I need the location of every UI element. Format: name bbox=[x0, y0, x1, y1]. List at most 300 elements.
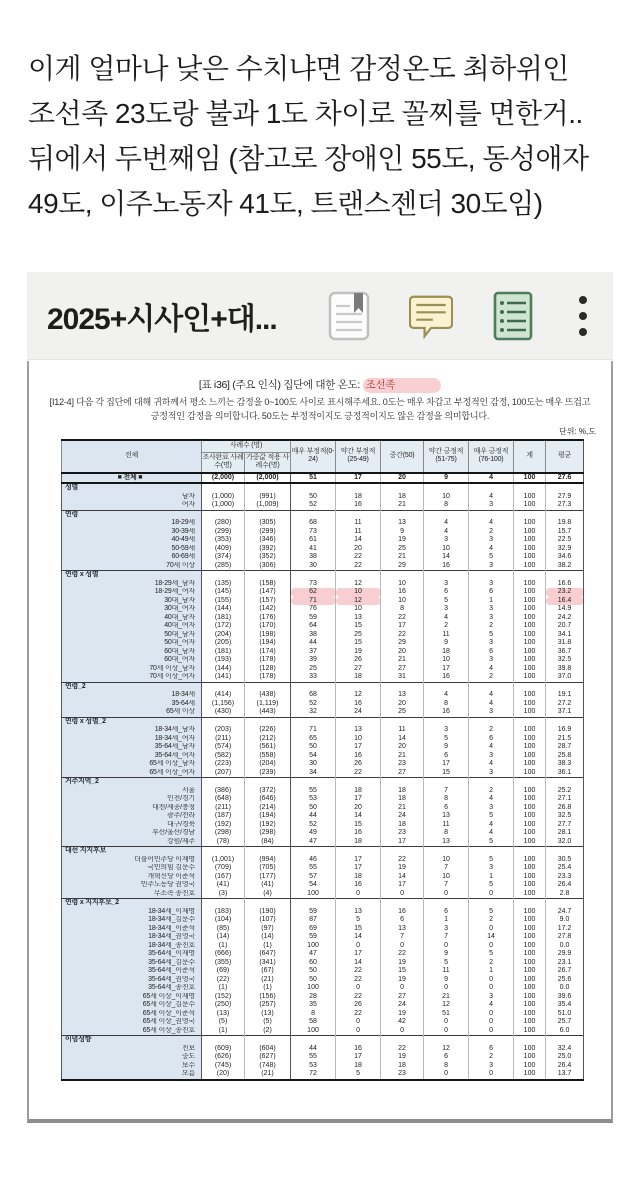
cell: 26.7 bbox=[546, 967, 584, 976]
cell: 6 bbox=[424, 1053, 469, 1062]
header-total: 계 bbox=[514, 440, 546, 473]
section-row bbox=[62, 847, 584, 856]
cell: 13 bbox=[336, 908, 381, 917]
cell: 19 bbox=[381, 959, 424, 968]
cell: 26 bbox=[336, 760, 381, 769]
cell: 25.6 bbox=[546, 976, 584, 985]
cell: 27.2 bbox=[546, 700, 584, 709]
cell bbox=[514, 778, 546, 787]
cell: 12 bbox=[336, 691, 381, 700]
document-page[interactable] bbox=[27, 361, 613, 1123]
row-label: 연령_2 bbox=[62, 682, 202, 691]
cell: 100 bbox=[514, 580, 546, 589]
cell: 14 bbox=[381, 873, 424, 882]
cell: (69) bbox=[202, 967, 245, 976]
cell bbox=[291, 571, 336, 580]
cell: 19 bbox=[381, 864, 424, 873]
cell: 100 bbox=[514, 993, 546, 1002]
cell: 27.7 bbox=[546, 821, 584, 830]
cell bbox=[424, 778, 469, 787]
cell: 3 bbox=[469, 536, 514, 545]
cell: 42 bbox=[381, 1018, 424, 1027]
cell bbox=[469, 717, 514, 726]
table-row bbox=[62, 519, 584, 528]
row-label: 60-69세 bbox=[62, 553, 202, 562]
row-label: 30대_남자 bbox=[62, 597, 202, 606]
table-row bbox=[62, 933, 584, 942]
cell: 14.9 bbox=[546, 605, 584, 614]
cell: 2 bbox=[469, 916, 514, 925]
cell bbox=[336, 847, 381, 856]
cell: 22 bbox=[381, 1045, 424, 1054]
cell: 27.8 bbox=[546, 933, 584, 942]
cell: 100 bbox=[291, 890, 336, 899]
row-label: 대전/세종/충청 bbox=[62, 804, 202, 813]
cell: (204) bbox=[202, 631, 245, 640]
cell: 87 bbox=[291, 916, 336, 925]
cell bbox=[245, 510, 291, 519]
cell: (604) bbox=[245, 1045, 291, 1054]
cell: 0 bbox=[424, 1027, 469, 1036]
section-row bbox=[62, 510, 584, 519]
table-row bbox=[62, 950, 584, 959]
row-label: 50대_남자 bbox=[62, 631, 202, 640]
cell: (214) bbox=[245, 804, 291, 813]
table-title bbox=[29, 377, 611, 392]
cell: (306) bbox=[245, 562, 291, 571]
cell: 19.1 bbox=[546, 691, 584, 700]
cell: 8 bbox=[381, 605, 424, 614]
cell: 25.2 bbox=[546, 787, 584, 796]
cell bbox=[336, 483, 381, 493]
document-title: 2025+시사인+대... bbox=[47, 302, 277, 336]
cell bbox=[514, 571, 546, 580]
row-label: 연령 bbox=[62, 510, 202, 519]
cell: (203) bbox=[202, 726, 245, 735]
table-title-prefix: [표 i36] (주요 인식) 집단에 대한 온도: bbox=[198, 379, 363, 391]
cell: 100 bbox=[514, 829, 546, 838]
cell: 30.5 bbox=[546, 856, 584, 865]
cell: 0 bbox=[381, 984, 424, 993]
cell: (22) bbox=[202, 976, 245, 985]
cell: (135) bbox=[202, 580, 245, 589]
cell: 52 bbox=[291, 501, 336, 510]
cell: 27.1 bbox=[546, 795, 584, 804]
cell: 100 bbox=[514, 760, 546, 769]
cell: 20 bbox=[336, 804, 381, 813]
table-row bbox=[62, 735, 584, 744]
cell: 57 bbox=[291, 873, 336, 882]
row-label: 연령 x 지지후보_2 bbox=[62, 899, 202, 908]
cell: 69 bbox=[291, 925, 336, 934]
cell bbox=[424, 483, 469, 493]
cell bbox=[424, 899, 469, 908]
cell: 0 bbox=[424, 1070, 469, 1080]
cell: 10 bbox=[381, 597, 424, 606]
cell: 34 bbox=[291, 769, 336, 778]
cell: 27.3 bbox=[546, 501, 584, 510]
cell: (2,000) bbox=[202, 473, 245, 484]
cell: 50 bbox=[291, 967, 336, 976]
cell: 100 bbox=[514, 597, 546, 606]
cell: 21.5 bbox=[546, 735, 584, 744]
cell: 4 bbox=[469, 1001, 514, 1010]
cell: (430) bbox=[202, 708, 245, 717]
cell: 32.0 bbox=[546, 838, 584, 847]
row-label: 18-34세_이재명 bbox=[62, 908, 202, 917]
cell: 18 bbox=[336, 493, 381, 502]
cell bbox=[514, 717, 546, 726]
cell bbox=[291, 682, 336, 691]
cell: 62 bbox=[291, 588, 336, 597]
cell: 100 bbox=[514, 553, 546, 562]
cell: (41) bbox=[245, 881, 291, 890]
row-label: 65세 이상_이재명 bbox=[62, 993, 202, 1002]
cell: 10 bbox=[424, 873, 469, 882]
cell: 100 bbox=[514, 656, 546, 665]
cell: (198) bbox=[245, 631, 291, 640]
header-completed-cases: 조사완료 사례수(명) bbox=[202, 452, 245, 473]
cell: (223) bbox=[202, 760, 245, 769]
row-label: 민주노동당 권영국 bbox=[62, 881, 202, 890]
cell: 100 bbox=[514, 605, 546, 614]
cell: 27 bbox=[381, 769, 424, 778]
table-row bbox=[62, 1027, 584, 1036]
cell: (181) bbox=[202, 648, 245, 657]
cell: 32 bbox=[291, 708, 336, 717]
cell: 0 bbox=[469, 984, 514, 993]
row-label: 18-34세_이준석 bbox=[62, 925, 202, 934]
cell: 100 bbox=[514, 588, 546, 597]
cell: 20 bbox=[336, 545, 381, 554]
cell: 55 bbox=[291, 1053, 336, 1062]
cell: 2 bbox=[469, 673, 514, 682]
cell bbox=[245, 483, 291, 493]
cell: 27.9 bbox=[546, 493, 584, 502]
cell: (609) bbox=[202, 1045, 245, 1054]
cell: 16 bbox=[336, 752, 381, 761]
cell: (226) bbox=[245, 726, 291, 735]
cell: 44 bbox=[291, 1045, 336, 1054]
cell: 51.0 bbox=[546, 1010, 584, 1019]
cell: (152) bbox=[202, 993, 245, 1002]
survey-question: [I12-4] 다음 각 집단에 대해 귀하께서 평소 느끼는 감정을 0~100도 사이로 표시해주세요. 0도는 매우 차갑고 부정적인 감정, 100도는 매우 뜨겁고 긍정적인 감정을 의미합니다. 50도는 부정적이지도 긍정적이지도 않은 감정을 의미합니다. bbox=[49, 397, 591, 421]
cell: 24 bbox=[381, 812, 424, 821]
cell: 100 bbox=[514, 864, 546, 873]
row-label: 70세 이상_여자 bbox=[62, 673, 202, 682]
cell: 20.7 bbox=[546, 622, 584, 631]
cell: 1 bbox=[469, 967, 514, 976]
cell: (145) bbox=[202, 588, 245, 597]
cell: 100 bbox=[514, 812, 546, 821]
cell: (341) bbox=[245, 959, 291, 968]
cell: 22 bbox=[381, 856, 424, 865]
row-label: 65세 이상_여자 bbox=[62, 769, 202, 778]
cell: 25.8 bbox=[546, 752, 584, 761]
cell: 11 bbox=[336, 519, 381, 528]
cell: (257) bbox=[245, 1001, 291, 1010]
row-label: 거주지역_2 bbox=[62, 778, 202, 787]
cell: 100 bbox=[514, 648, 546, 657]
cell: (142) bbox=[245, 605, 291, 614]
cell: (85) bbox=[202, 925, 245, 934]
cell: 22 bbox=[336, 553, 381, 562]
cell bbox=[469, 483, 514, 493]
cell: 36.7 bbox=[546, 648, 584, 657]
cell: 0 bbox=[424, 984, 469, 993]
cell: (177) bbox=[245, 873, 291, 882]
cell: (21) bbox=[245, 1070, 291, 1080]
table-row bbox=[62, 942, 584, 951]
cell: 20 bbox=[381, 743, 424, 752]
cell bbox=[245, 847, 291, 856]
cell: 16.4 bbox=[546, 597, 584, 606]
row-label: 65세 이상 bbox=[62, 708, 202, 717]
cell bbox=[546, 847, 584, 856]
cell: 100 bbox=[514, 890, 546, 899]
cell: 73 bbox=[291, 580, 336, 589]
cell: (1,009) bbox=[245, 501, 291, 510]
cell bbox=[424, 571, 469, 580]
row-label: 더불어민주당 이재명 bbox=[62, 856, 202, 865]
cell: 17.2 bbox=[546, 925, 584, 934]
cell: 6 bbox=[469, 735, 514, 744]
cell: (144) bbox=[202, 665, 245, 674]
row-label: 35-64세_이준석 bbox=[62, 967, 202, 976]
cell bbox=[469, 778, 514, 787]
bookmark-document-icon[interactable] bbox=[327, 291, 371, 341]
cell bbox=[336, 510, 381, 519]
cell bbox=[202, 847, 245, 856]
cell: 16 bbox=[424, 673, 469, 682]
cell: 5 bbox=[469, 838, 514, 847]
row-label: 이념성향 bbox=[62, 1036, 202, 1045]
row-label: 30-39세 bbox=[62, 528, 202, 537]
cell bbox=[381, 510, 424, 519]
row-label: 60대_남자 bbox=[62, 648, 202, 657]
cell: (372) bbox=[245, 787, 291, 796]
cell bbox=[514, 682, 546, 691]
cell: 100 bbox=[514, 838, 546, 847]
cell bbox=[381, 717, 424, 726]
cell: 4 bbox=[469, 829, 514, 838]
cell: 22 bbox=[381, 631, 424, 640]
cell bbox=[202, 1036, 245, 1045]
cell: 21 bbox=[381, 656, 424, 665]
cell: 100 bbox=[514, 804, 546, 813]
cell: 100 bbox=[514, 1027, 546, 1036]
cell: 100 bbox=[514, 942, 546, 951]
cell: (352) bbox=[245, 553, 291, 562]
cell: 5 bbox=[336, 916, 381, 925]
cell: 25 bbox=[336, 631, 381, 640]
cell: (298) bbox=[245, 829, 291, 838]
cell: 19 bbox=[381, 1010, 424, 1019]
cell: 7 bbox=[381, 933, 424, 942]
cell: 50 bbox=[291, 976, 336, 985]
cell bbox=[469, 682, 514, 691]
list-view-icon[interactable] bbox=[491, 291, 535, 341]
cell: 27 bbox=[381, 993, 424, 1002]
cell: 19 bbox=[336, 648, 381, 657]
cell bbox=[291, 778, 336, 787]
cell: 23 bbox=[381, 1070, 424, 1080]
cell: 13 bbox=[381, 519, 424, 528]
table-row bbox=[62, 804, 584, 813]
cell: (192) bbox=[245, 821, 291, 830]
cell: 100 bbox=[291, 984, 336, 993]
cell: 17 bbox=[424, 665, 469, 674]
row-label: 모름 bbox=[62, 1070, 202, 1080]
cell: 18 bbox=[336, 673, 381, 682]
cell: 34.1 bbox=[546, 631, 584, 640]
kebab-menu-icon[interactable] bbox=[573, 296, 593, 336]
cell: 0 bbox=[469, 1027, 514, 1036]
table-header bbox=[62, 440, 584, 473]
cell: 14 bbox=[336, 933, 381, 942]
cell: 3 bbox=[424, 605, 469, 614]
row-label: 35-64세_송진호 bbox=[62, 984, 202, 993]
cell: 4 bbox=[469, 665, 514, 674]
cell: 25.0 bbox=[546, 1053, 584, 1062]
cell: 38 bbox=[291, 631, 336, 640]
cell bbox=[245, 682, 291, 691]
cell: 21 bbox=[381, 752, 424, 761]
table-row bbox=[62, 700, 584, 709]
table-row bbox=[62, 812, 584, 821]
cell: 72 bbox=[291, 1070, 336, 1080]
row-label: 30대_여자 bbox=[62, 605, 202, 614]
cell bbox=[202, 510, 245, 519]
cell bbox=[291, 483, 336, 493]
cell: 0 bbox=[336, 890, 381, 899]
cell: (1) bbox=[245, 984, 291, 993]
cell: 0 bbox=[336, 942, 381, 951]
cell: 3 bbox=[469, 864, 514, 873]
cell: 100 bbox=[514, 925, 546, 934]
cell: 100 bbox=[514, 916, 546, 925]
cell: 7 bbox=[424, 787, 469, 796]
cell: 0 bbox=[469, 1070, 514, 1080]
cell: 49 bbox=[291, 829, 336, 838]
cell: 6 bbox=[424, 804, 469, 813]
cell: 17 bbox=[336, 856, 381, 865]
cell: 3 bbox=[469, 708, 514, 717]
cell: (299) bbox=[245, 528, 291, 537]
table-row bbox=[62, 1001, 584, 1010]
row-label: 70세 이상 bbox=[62, 562, 202, 571]
table-row bbox=[62, 1062, 584, 1071]
table-row bbox=[62, 1010, 584, 1019]
section-row bbox=[62, 483, 584, 493]
cell: 25.7 bbox=[546, 1018, 584, 1027]
table-row bbox=[62, 708, 584, 717]
cell bbox=[469, 510, 514, 519]
table-row bbox=[62, 908, 584, 917]
cell bbox=[469, 899, 514, 908]
cell: 10 bbox=[424, 856, 469, 865]
cell: 21 bbox=[381, 804, 424, 813]
table-row bbox=[62, 967, 584, 976]
cell: 64 bbox=[291, 622, 336, 631]
cell: 14 bbox=[336, 959, 381, 968]
cell: 3 bbox=[424, 726, 469, 735]
cell: 14 bbox=[336, 812, 381, 821]
cell: (443) bbox=[245, 708, 291, 717]
cell: (1,000) bbox=[202, 501, 245, 510]
cell: 20 bbox=[381, 473, 424, 484]
cell: (193) bbox=[202, 656, 245, 665]
cell: 76 bbox=[291, 605, 336, 614]
cell: (128) bbox=[245, 665, 291, 674]
cell: 36.1 bbox=[546, 769, 584, 778]
header-middle: 중간(50) bbox=[381, 440, 424, 473]
table-row bbox=[62, 562, 584, 571]
table-row bbox=[62, 1070, 584, 1080]
cell: (21) bbox=[245, 976, 291, 985]
cell: 22.5 bbox=[546, 536, 584, 545]
cell: 27.6 bbox=[546, 473, 584, 484]
cell: 16 bbox=[336, 881, 381, 890]
cell bbox=[291, 847, 336, 856]
cell: (157) bbox=[245, 597, 291, 606]
cell bbox=[514, 847, 546, 856]
cell bbox=[469, 1036, 514, 1045]
cell: 15 bbox=[336, 622, 381, 631]
row-label: 35-64세_남자 bbox=[62, 743, 202, 752]
cell: 5 bbox=[336, 1070, 381, 1080]
cell: 47 bbox=[291, 838, 336, 847]
comment-bubble-icon[interactable] bbox=[409, 291, 453, 341]
cell: (409) bbox=[202, 545, 245, 554]
cell: 22 bbox=[336, 562, 381, 571]
cell: 24 bbox=[381, 1001, 424, 1010]
cell: (285) bbox=[202, 562, 245, 571]
row-label: 35-64세_권영국 bbox=[62, 976, 202, 985]
row-label: ■ 전체 ■ bbox=[62, 473, 202, 484]
cell bbox=[381, 899, 424, 908]
section-row bbox=[62, 778, 584, 787]
cell: (1,000) bbox=[202, 493, 245, 502]
cell: 0 bbox=[469, 1010, 514, 1019]
cell: 14 bbox=[469, 933, 514, 942]
cell bbox=[245, 717, 291, 726]
row-label: 18-34세_송진호 bbox=[62, 942, 202, 951]
cell bbox=[336, 717, 381, 726]
cell: (582) bbox=[202, 752, 245, 761]
cell: (353) bbox=[202, 536, 245, 545]
cell: (280) bbox=[202, 519, 245, 528]
row-label: 중도 bbox=[62, 1053, 202, 1062]
cell: (147) bbox=[245, 588, 291, 597]
cell: (20) bbox=[202, 1070, 245, 1080]
cell: 18 bbox=[381, 493, 424, 502]
cell: 3 bbox=[424, 536, 469, 545]
cell: 0.0 bbox=[546, 984, 584, 993]
cell: 3 bbox=[424, 925, 469, 934]
cell: 100 bbox=[514, 743, 546, 752]
cell: 5 bbox=[424, 597, 469, 606]
cell: 2 bbox=[424, 622, 469, 631]
table-row bbox=[62, 1053, 584, 1062]
cell: 9 bbox=[381, 528, 424, 537]
cell: 17 bbox=[381, 622, 424, 631]
header-somewhat-positive: 약간 긍정적(51-75) bbox=[424, 440, 469, 473]
cell: 54 bbox=[291, 752, 336, 761]
cell: 100 bbox=[514, 1062, 546, 1071]
table-row bbox=[62, 743, 584, 752]
cell: (212) bbox=[245, 735, 291, 744]
